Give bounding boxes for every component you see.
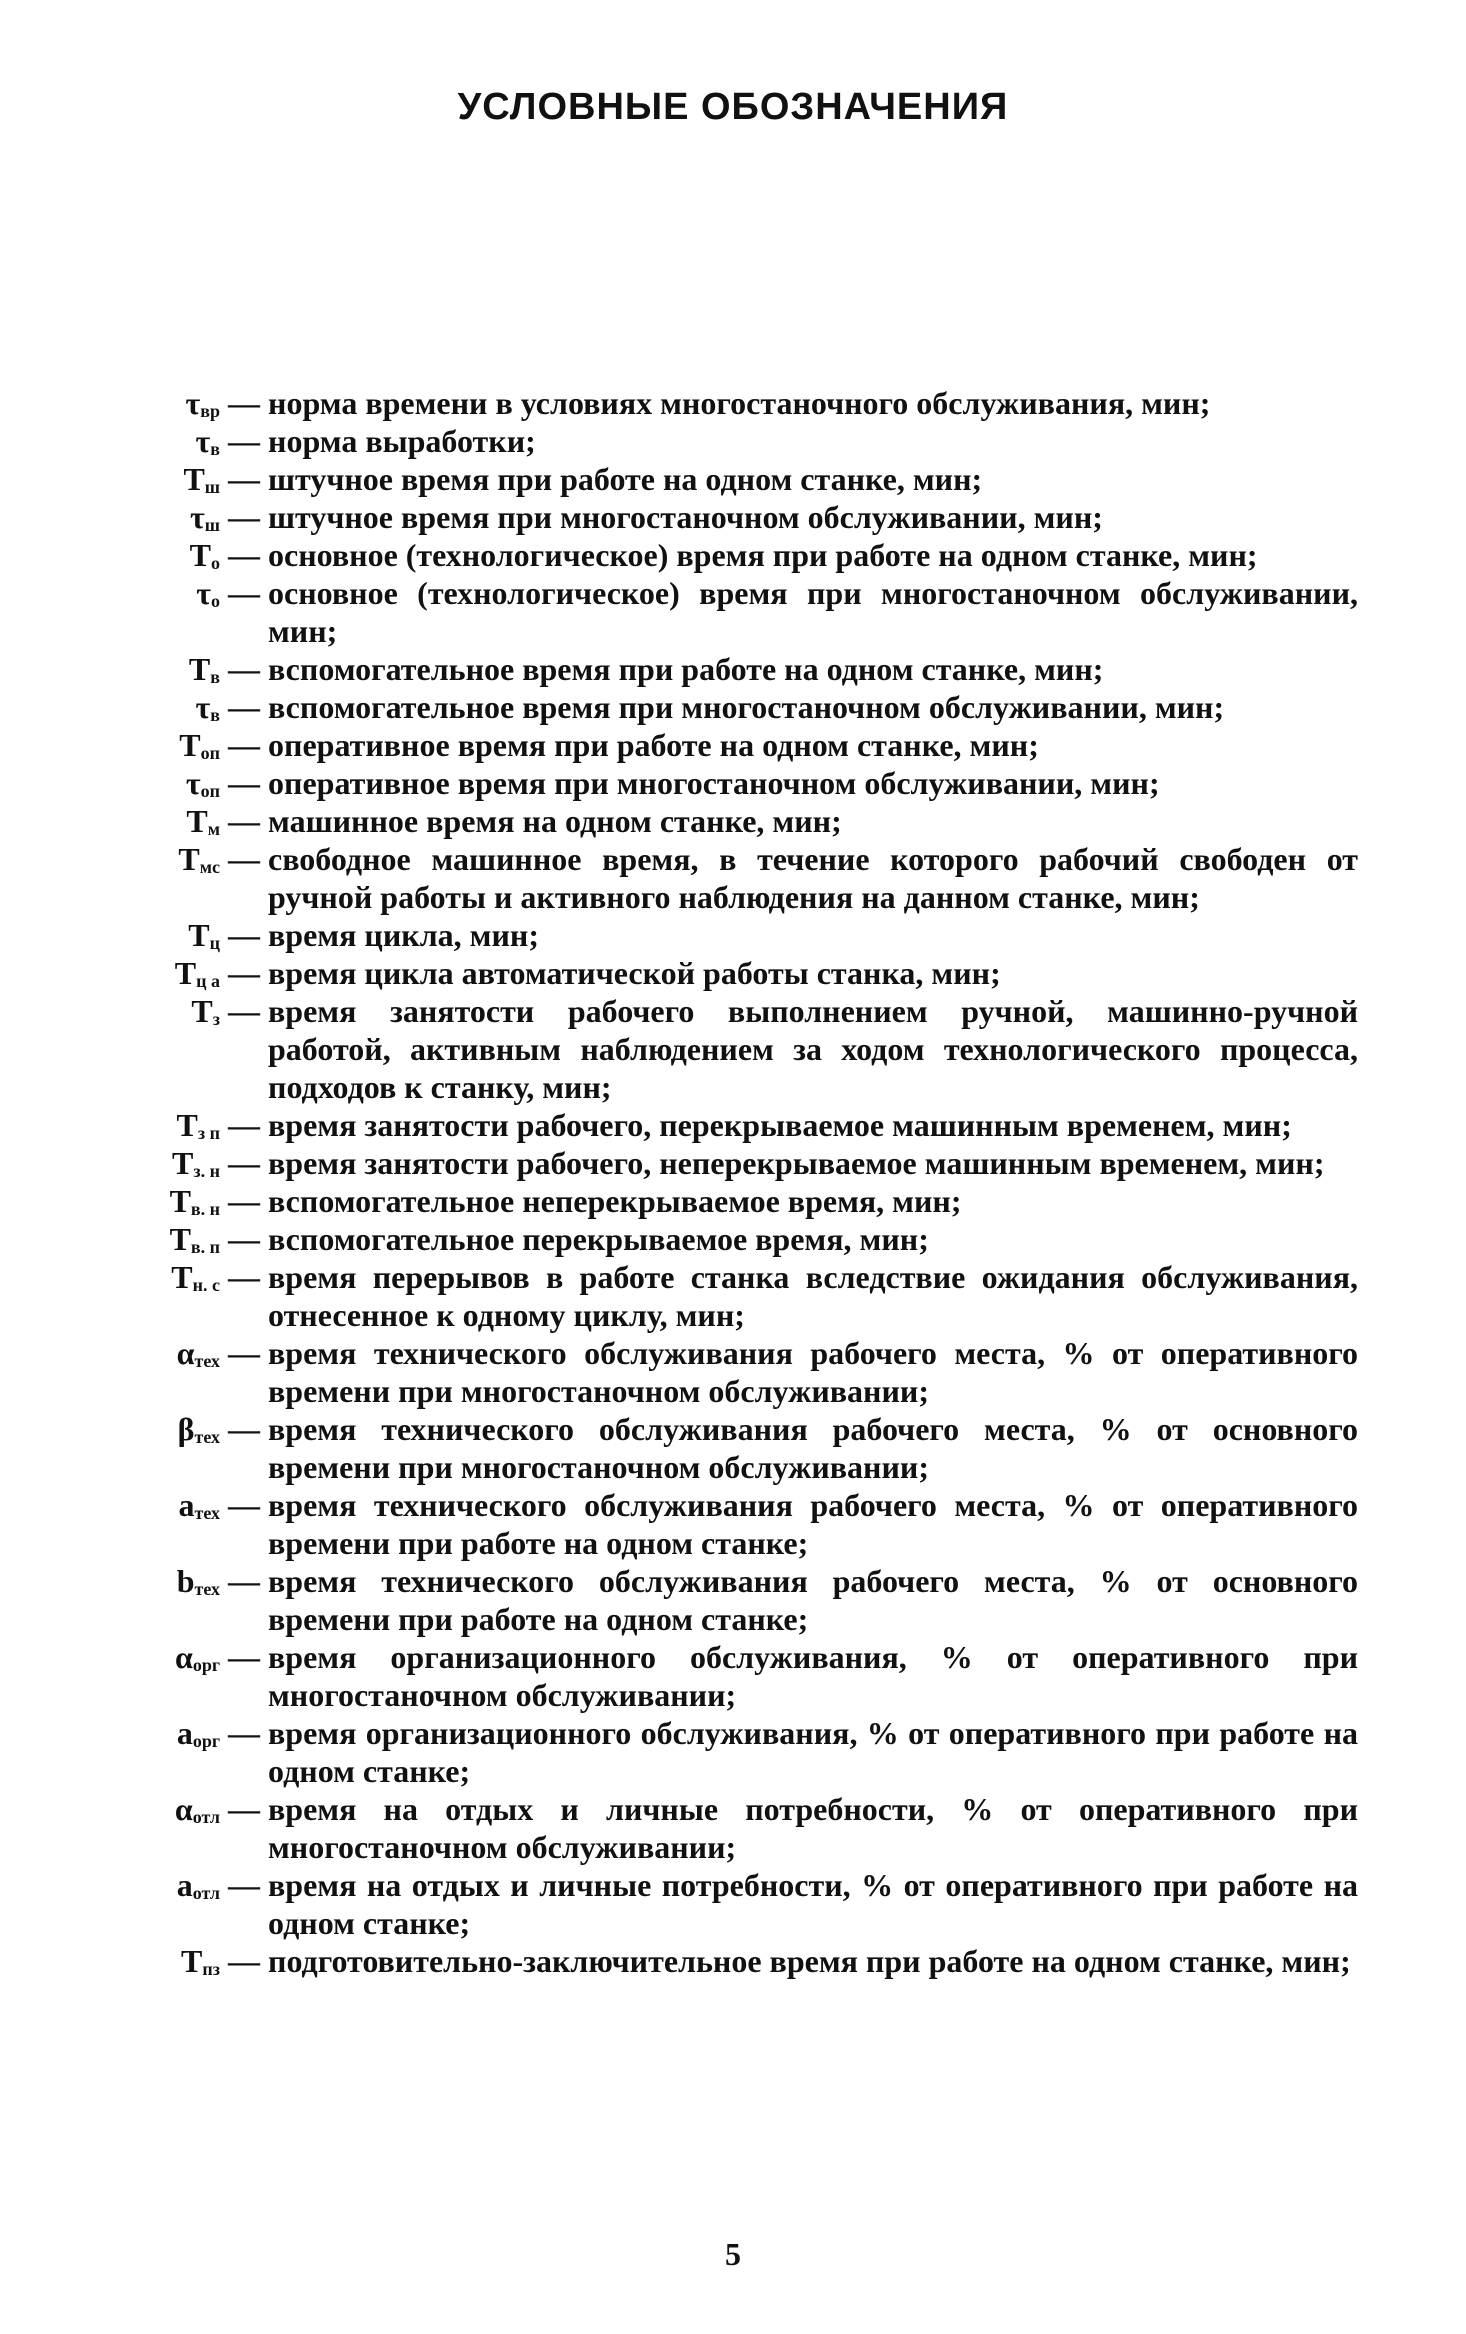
entry-description: основное (технологическое) время при работе на одном станке, мин; [268, 537, 1258, 573]
entry-symbol [108, 726, 220, 764]
symbol-base: β [177, 1411, 195, 1447]
entry-symbol [108, 992, 220, 1030]
entry-dash: — [228, 1791, 260, 1827]
symbol-subscript: о [211, 591, 220, 611]
entry-dash: — [228, 1221, 260, 1257]
entry-description: вспомогательное время при многостаночном обслуживании, мин; [268, 689, 1225, 725]
entry-description: время на отдых и личные потребности, % от оперативного при многостаночном обслуживании; [268, 1791, 1358, 1865]
entry-symbol [108, 954, 220, 992]
entry-dash: — [228, 1259, 260, 1295]
legend-entry [108, 1714, 1358, 1790]
symbol-base: Т [181, 1943, 203, 1979]
symbol-subscript: оп [200, 743, 220, 763]
symbol-base: Т [176, 1107, 198, 1143]
entry-symbol [108, 1486, 220, 1524]
entry-description: норма выработки; [268, 423, 536, 459]
entry-symbol [108, 422, 220, 460]
entry-symbol [108, 1258, 220, 1296]
symbol-base: Т [172, 1145, 194, 1181]
entry-symbol [108, 1714, 220, 1752]
symbol-subscript: отл [192, 1883, 220, 1903]
entry-symbol [108, 1942, 220, 1980]
symbol-subscript: вр [200, 401, 220, 421]
entry-description: время занятости рабочего, неперекрываемое машинным временем, мин; [268, 1145, 1325, 1181]
entry-dash: — [228, 1487, 260, 1523]
page-number: 5 [725, 2236, 741, 2272]
entry-description: норма времени в условиях многостаночного обслуживания, мин; [268, 385, 1211, 421]
symbol-subscript: оп [200, 781, 220, 801]
entry-description: вспомогательное неперекрываемое время, мин; [268, 1183, 962, 1219]
symbol-subscript: н. с [192, 1275, 220, 1295]
symbol-base: Т [189, 537, 211, 573]
entry-symbol [108, 764, 220, 802]
symbol-subscript: м [207, 819, 220, 839]
entry-symbol [108, 1410, 220, 1448]
entry-description: вспомогательное перекрываемое время, мин; [268, 1221, 929, 1257]
entry-dash: — [228, 1563, 260, 1599]
legend-entry [108, 688, 1358, 726]
symbol-subscript: з п [197, 1123, 220, 1143]
symbol-subscript: ц а [196, 971, 220, 991]
entry-dash: — [228, 803, 260, 839]
entry-dash: — [228, 575, 260, 611]
symbol-base: b [176, 1563, 195, 1599]
symbol-legend [108, 384, 1358, 1980]
entry-description: время технического обслуживания рабочего места, % от основного времени при многостаночном обслуживании; [268, 1411, 1358, 1485]
symbol-subscript: ц [209, 933, 220, 953]
symbol-base: a [176, 1867, 193, 1903]
entry-symbol [108, 1866, 220, 1904]
symbol-subscript: пз [202, 1959, 220, 1979]
legend-entry [108, 1486, 1358, 1562]
entry-description: основное (технологическое) время при многостаночном обслуживании, мин; [268, 575, 1358, 649]
symbol-subscript: отл [192, 1807, 220, 1827]
entry-dash: — [228, 1715, 260, 1751]
entry-symbol [108, 802, 220, 840]
symbol-subscript: тех [194, 1579, 220, 1599]
entry-description: оперативное время при работе на одном станке, мин; [268, 727, 1039, 763]
symbol-base: Т [169, 1183, 191, 1219]
symbol-subscript: о [211, 553, 220, 573]
entry-dash: — [228, 955, 260, 991]
symbol-base: τ [185, 385, 201, 421]
legend-entry [108, 764, 1358, 802]
entry-dash: — [228, 1335, 260, 1371]
entry-description: оперативное время при многостаночном обслуживании, мин; [268, 765, 1160, 801]
symbol-subscript: ш [204, 515, 220, 535]
entry-dash: — [228, 1183, 260, 1219]
symbol-base: Т [178, 841, 200, 877]
entry-symbol [108, 650, 220, 688]
legend-entry [108, 1866, 1358, 1942]
symbol-base: α [174, 1639, 193, 1675]
symbol-base: τ [196, 575, 211, 611]
symbol-base: α [174, 1791, 193, 1827]
symbol-subscript: тех [194, 1427, 220, 1447]
symbol-subscript: орг [192, 1731, 220, 1751]
legend-entry [108, 1410, 1358, 1486]
symbol-base: a [176, 1715, 193, 1751]
symbol-base: a [178, 1487, 195, 1523]
legend-entry [108, 1106, 1358, 1144]
entry-symbol [108, 1220, 220, 1258]
entry-dash: — [228, 461, 260, 497]
entry-dash: — [228, 1411, 260, 1447]
entry-description: вспомогательное время при работе на одном станке, мин; [268, 651, 1104, 687]
symbol-subscript: мс [199, 857, 220, 877]
entry-dash: — [228, 1867, 260, 1903]
legend-entry [108, 1562, 1358, 1638]
symbol-base: τ [190, 499, 205, 535]
entry-description: время организационного обслуживания, % от оперативного при работе на одном станке; [268, 1715, 1358, 1789]
legend-entry [108, 1790, 1358, 1866]
symbol-subscript: в. п [190, 1237, 220, 1257]
symbol-subscript: в. н [190, 1199, 220, 1219]
entry-symbol [108, 498, 220, 536]
entry-dash: — [228, 765, 260, 801]
entry-symbol [108, 384, 220, 422]
legend-entry [108, 460, 1358, 498]
legend-entry [108, 802, 1358, 840]
symbol-base: Т [191, 993, 213, 1029]
legend-entry [108, 1334, 1358, 1410]
symbol-subscript: орг [192, 1655, 220, 1675]
symbol-base: τ [195, 689, 211, 725]
entry-description: время на отдых и личные потребности, % от оперативного при работе на одном станке; [268, 1867, 1358, 1941]
entry-symbol [108, 1638, 220, 1676]
symbol-base: Т [169, 1221, 191, 1257]
entry-symbol [108, 1562, 220, 1600]
entry-symbol [108, 460, 220, 498]
entry-description: время технического обслуживания рабочего места, % от основного времени при работе на одном станке; [268, 1563, 1358, 1637]
entry-dash: — [228, 1943, 260, 1979]
page-title: УСЛОВНЫЕ ОБОЗНАЧЕНИЯ [457, 86, 1009, 128]
legend-entry [108, 726, 1358, 764]
entry-dash: — [228, 727, 260, 763]
symbol-base: τ [185, 765, 201, 801]
legend-entry [108, 536, 1358, 574]
legend-entry [108, 1942, 1358, 1980]
entry-description: время перерывов в работе станка вследствие ожидания обслуживания, отнесенное к одному циклу, мин; [268, 1259, 1358, 1333]
entry-description: время занятости рабочего, перекрываемое машинным временем, мин; [268, 1107, 1292, 1143]
entry-description: время технического обслуживания рабочего места, % от оперативного времени при многостаночном обслуживании; [268, 1335, 1358, 1409]
entry-dash: — [228, 1639, 260, 1675]
entry-description: свободное машинное время, в течение которого рабочий свободен от ручной работы и активного наблюдения на данном станке, мин; [268, 841, 1358, 915]
symbol-base: τ [195, 423, 211, 459]
symbol-base: α [176, 1335, 195, 1371]
entry-dash: — [228, 917, 260, 953]
entry-symbol [108, 1106, 220, 1144]
legend-entry [108, 384, 1358, 422]
legend-entry [108, 574, 1358, 650]
entry-symbol [108, 1334, 220, 1372]
legend-entry [108, 992, 1358, 1106]
entry-symbol [108, 1144, 220, 1182]
entry-description: время технического обслуживания рабочего места, % от оперативного времени при работе на одном станке; [268, 1487, 1358, 1561]
symbol-base: Т [179, 727, 201, 763]
entry-symbol [108, 1182, 220, 1220]
symbol-base: Т [183, 461, 205, 497]
entry-description: штучное время при многостаночном обслуживании, мин; [268, 499, 1103, 535]
symbol-subscript: в [210, 439, 220, 459]
entry-description: штучное время при работе на одном станке, мин; [268, 461, 983, 497]
entry-symbol [108, 916, 220, 954]
entry-dash: — [228, 1107, 260, 1143]
legend-entry [108, 1258, 1358, 1334]
entry-description: время цикла, мин; [268, 917, 539, 953]
entry-description: время цикла автоматической работы станка, мин; [268, 955, 1001, 991]
legend-entry [108, 954, 1358, 992]
symbol-subscript: ш [204, 477, 220, 497]
entry-symbol [108, 688, 220, 726]
entry-dash: — [228, 499, 260, 535]
entry-symbol [108, 1790, 220, 1828]
symbol-base: Т [186, 803, 208, 839]
symbol-subscript: з. н [193, 1161, 220, 1181]
entry-dash: — [228, 1145, 260, 1181]
symbol-subscript: в [210, 705, 220, 725]
entry-symbol [108, 574, 220, 612]
entry-description: подготовительно-заключительное время при работе на одном станке, мин; [268, 1943, 1351, 1979]
symbol-subscript: тех [194, 1351, 220, 1371]
symbol-base: Т [174, 955, 197, 991]
symbol-base: Т [171, 1259, 193, 1295]
symbol-subscript: в [210, 667, 220, 687]
legend-entry [108, 650, 1358, 688]
entry-symbol [108, 840, 220, 878]
entry-dash: — [228, 537, 260, 573]
entry-description: машинное время на одном станке, мин; [268, 803, 842, 839]
legend-entry [108, 916, 1358, 954]
entry-description: время организационного обслуживания, % от оперативного при многостаночном обслуживании; [268, 1639, 1358, 1713]
entry-dash: — [228, 651, 260, 687]
entry-dash: — [228, 841, 260, 877]
symbol-subscript: тех [194, 1503, 220, 1523]
legend-entry [108, 1144, 1358, 1182]
legend-entry [108, 498, 1358, 536]
legend-entry [108, 1182, 1358, 1220]
entry-dash: — [228, 993, 260, 1029]
entry-dash: — [228, 689, 260, 725]
legend-entry [108, 1220, 1358, 1258]
legend-entry [108, 840, 1358, 916]
entry-dash: — [228, 423, 260, 459]
legend-entry [108, 422, 1358, 460]
symbol-base: Т [188, 651, 211, 687]
entry-dash: — [228, 385, 260, 421]
symbol-subscript: з [212, 1009, 220, 1029]
symbol-base: Т [188, 917, 210, 953]
legend-entry [108, 1638, 1358, 1714]
entry-description: время занятости рабочего выполнением ручной, машинно-ручной работой, активным наблюдением за ходом технологического процесса, подходов к станку, мин; [268, 993, 1358, 1105]
entry-symbol [108, 536, 220, 574]
